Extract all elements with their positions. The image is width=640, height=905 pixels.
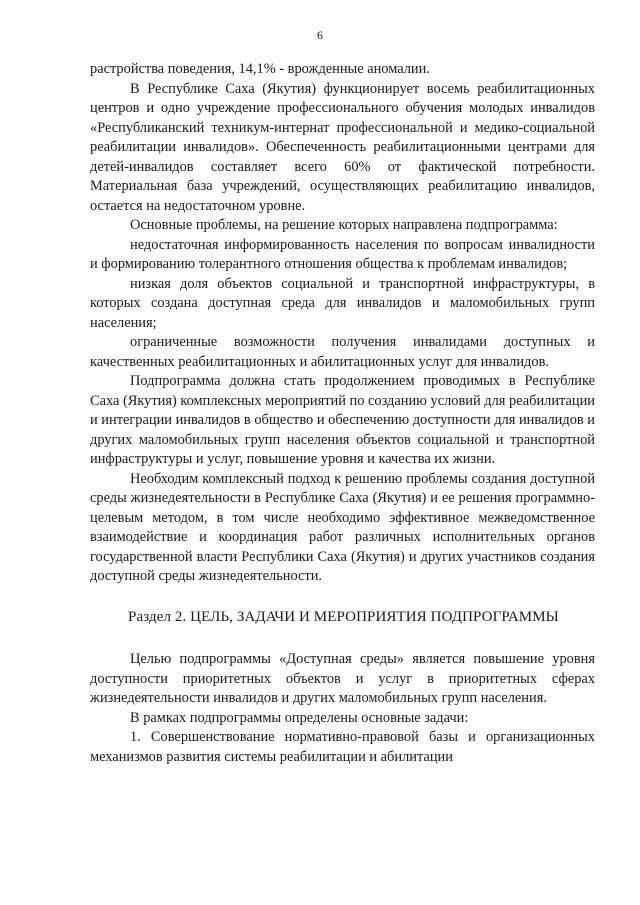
list-item: недостаточная информированность населения по вопросам инвалидности и формированию толерантного отношения общества к проблемам инвалидов;	[90, 236, 595, 272]
paragraph: В рамках подпрограммы определены основные задачи:	[130, 709, 469, 726]
paragraph: растройства поведения, 14,1% - врожденные аномалии.	[90, 61, 430, 77]
list-item: низкая доля объектов социальной и транспортной инфраструктуры, в которых создана доступная среда для инвалидов и маломобильных групп населения;	[90, 275, 595, 331]
page-number: 6	[317, 28, 323, 42]
document-body	[90, 60, 595, 767]
section-title: Раздел 2. ЦЕЛЬ, ЗАДАЧИ И МЕРОПРИЯТИЯ ПОДПРОГРАММЫ	[128, 608, 559, 625]
task-item: 1. Совершенствование нормативно-правовой базы и организационных механизмов развития системы реабилитации и абилитации	[90, 729, 595, 765]
paragraph: Целью подпрограммы «Доступная среды» является повышение уровня доступности приоритетных объектов и услуг в приоритетных сферах жизнедеятельности инвалидов и других маломобильных групп населения.	[90, 651, 595, 706]
list-item: ограниченные возможности получения инвалидами доступных и качественных реабилитационных и абилитационных услуг для инвалидов.	[90, 334, 595, 370]
paragraph: Основные проблемы, на решение которых направлена подпрограмма:	[130, 217, 558, 233]
paragraph: В Республике Саха (Якутия) функционирует восемь реабилитационных центров и одно учреждение профессионального обучения молодых инвалидов «Республиканский техникум-интернат профессиональной и медико-социальной реабилитации инвалидов». Обеспеченность реабилитационными центрами для детей-инвалидов составляет всего 60% от фактической потребности. Материальная база учреждений, осуществляющих реабилитацию инвалидов, остается на недостаточном уровне.	[90, 80, 595, 214]
paragraph: Подпрограмма должна стать продолжением проводимых в Республике Саха (Якутия) комплексных мероприятий по созданию условий для реабилитации и интеграции инвалидов в общество и обеспечению доступности для инвалидов и других маломобильных групп населения объектов социальной и транспортной инфраструктуры и услуг, повышение уровня и качества их жизни.	[90, 373, 595, 467]
paragraph: Необходим комплексный подход к решению проблемы создания доступной среды жизнедеятельности в Республике Саха (Якутия) и ее решения программно-целевым методом, в том числе необходимо эффективное межведомственное взаимодействие и координация работ различных исполнительных органов государственной власти Республики Саха (Якутия) и других участников создания доступной среды жизнедеятельности.	[90, 470, 595, 584]
